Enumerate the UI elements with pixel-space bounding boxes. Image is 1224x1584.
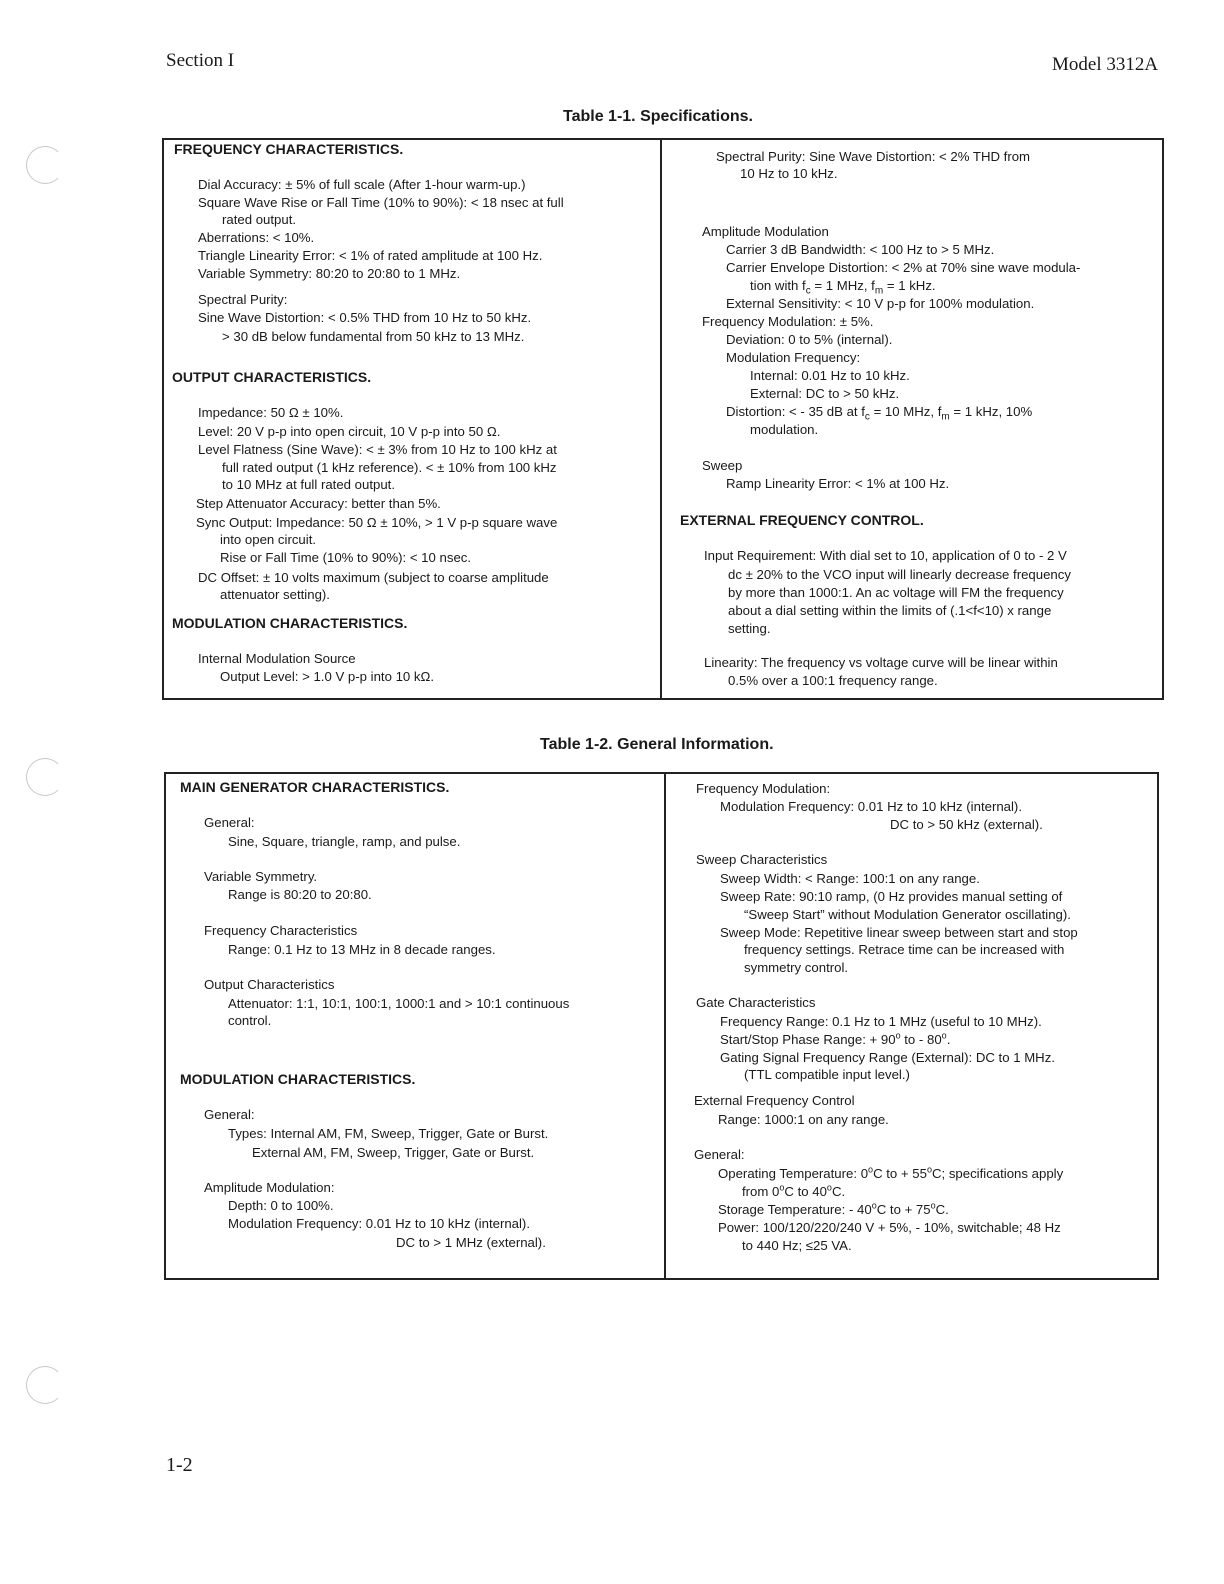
carrier-envelope-distortion: Carrier Envelope Distortion: < 2% at 70% sine wave modula- [726, 260, 1081, 275]
spec-right-column [662, 140, 1164, 698]
triangle-linearity: Triangle Linearity Error: < 1% of rated amplitude at 100 Hz. [198, 248, 543, 263]
distortion: Distortion: < - 35 dB at $f_c = 10$ MHz, $f_m = 1$ kHz, 10% [726, 404, 1033, 423]
input-requirement-cont-2: by more than 1000:1. An ac voltage will FM the frequency [728, 585, 1064, 600]
main-generator-heading: MAIN GENERATOR CHARACTERISTICS. [180, 779, 450, 795]
modulation-internal: Internal: 0.01 Hz to 10 kHz. [750, 368, 910, 383]
start-stop-phase-range: Start/Stop Phase Range: + $90^o$ to - 80$^o$. [720, 1030, 951, 1047]
general-waveforms: Sine, Square, triangle, ramp, and pulse. [228, 834, 461, 849]
distortion-cont: modulation. [750, 422, 819, 437]
sine-wave-distortion: Sine Wave Distortion: < 0.5% THD from 10 Hz to 50 kHz. [198, 310, 532, 325]
sweep-mode-cont: frequency settings. Retrace time can be increased with [744, 942, 1065, 957]
modulation-types-external: External AM, FM, Sweep, Trigger, Gate or Burst. [252, 1145, 535, 1160]
variable-symmetry-label: Variable Symmetry. [204, 869, 318, 884]
operating-temperature-cont: from 0$^o$C to 40$^o$C. [742, 1182, 846, 1199]
section-label: Section I [166, 50, 235, 71]
spec-left-column [164, 140, 660, 698]
dc-offset: DC Offset: ± 10 volts maximum (subject to coarse amplitude [198, 570, 549, 585]
am-modulation-frequency: Modulation Frequency: 0.01 Hz to 10 kHz (internal). [228, 1216, 530, 1231]
table-1-title: Table 1-1. Specifications. [563, 108, 753, 125]
sweep: Sweep [702, 458, 743, 473]
punch-hole-icon [26, 1366, 64, 1404]
power: Power: 100/120/220/240 V + 5%, - 10%, switchable; 48 Hz [718, 1220, 1061, 1235]
table-2-title: Table 1-2. General Information. [540, 736, 774, 753]
dial-accuracy: Dial Accuracy: ± 5% of full scale (After 1-hour warm-up.) [198, 177, 526, 192]
aberrations: Aberrations: < 10%. [198, 230, 315, 245]
internal-modulation-source: Internal Modulation Source [198, 651, 356, 666]
sweep-rate: Sweep Rate: 90:10 ramp, (0 Hz provides manual setting of [720, 889, 1063, 904]
fm-modulation-frequency-external: DC to > 50 kHz (external). [890, 817, 1043, 832]
variable-symmetry-range: Range is 80:20 to 20:80. [228, 887, 372, 902]
input-requirement: Input Requirement: With dial set to 10, application of 0 to - 2 V [704, 548, 1067, 563]
general-left-column [166, 774, 664, 1278]
modulation-characteristics-heading: MODULATION CHARACTERISTICS. [172, 615, 408, 631]
deviation: Deviation: 0 to 5% (internal). [726, 332, 893, 347]
output-level: Output Level: > 1.0 V p-p into 10 kΩ. [220, 669, 435, 684]
model-label: Model 3312A [1052, 54, 1159, 75]
external-frequency-control-heading: EXTERNAL FREQUENCY CONTROL. [680, 512, 924, 528]
sine-wave-distortion-cont: > 30 dB below fundamental from 50 kHz to 13 MHz. [222, 329, 525, 344]
attenuator-cont: control. [228, 1013, 272, 1028]
carrier-bandwidth: Carrier 3 dB Bandwidth: < 100 Hz to > 5 MHz. [726, 242, 995, 257]
gate-frequency-range: Frequency Range: 0.1 Hz to 1 MHz (useful to 10 MHz). [720, 1014, 1042, 1029]
depth: Depth: 0 to 100%. [228, 1198, 334, 1213]
specifications-table [162, 138, 1164, 700]
gating-signal-frequency: Gating Signal Frequency Range (External): DC to 1 MHz. [720, 1050, 1055, 1065]
frequency-characteristics-heading: FREQUENCY CHARACTERISTICS. [174, 141, 404, 157]
amplitude-modulation-label: Amplitude Modulation: [204, 1180, 335, 1195]
fm-modulation-frequency: Modulation Frequency: 0.01 Hz to 10 kHz (internal). [720, 799, 1022, 814]
carrier-envelope-distortion-cont: tion with $f_c = 1$ MHz, $f_m = 1$ kHz. [750, 278, 936, 297]
sweep-rate-cont: “Sweep Start” without Modulation Generator oscillating). [744, 907, 1071, 922]
spectral-purity-sine-cont: 10 Hz to 10 kHz. [740, 166, 838, 181]
general-information-table [164, 772, 1159, 1280]
operating-temperature: Operating Temperature: 0$^o$C to + $55^oC$; specifications apply [718, 1164, 1064, 1181]
gating-signal-frequency-cont: (TTL compatible input level.) [744, 1067, 910, 1082]
sync-output-cont: into open circuit. [220, 532, 317, 547]
modulation-external: External: DC to > 50 kHz. [750, 386, 900, 401]
linearity-cont: 0.5% over a 100:1 frequency range. [728, 673, 938, 688]
variable-symmetry: Variable Symmetry: 80:20 to 20:80 to 1 MHz. [198, 266, 461, 281]
punch-hole-icon [26, 146, 64, 184]
sweep-width: Sweep Width: < Range: 100:1 on any range. [720, 871, 980, 886]
input-requirement-cont-1: dc ± 20% to the VCO input will linearly decrease frequency [728, 567, 1071, 582]
impedance: Impedance: 50 Ω ± 10%. [198, 405, 344, 420]
dc-offset-cont: attenuator setting). [220, 587, 330, 602]
frequency-modulation: Frequency Modulation: ± 5%. [702, 314, 874, 329]
modulation-types: Types: Internal AM, FM, Sweep, Trigger, Gate or Burst. [228, 1126, 549, 1141]
spectral-purity-sine: Spectral Purity: Sine Wave Distortion: < 2% THD from [716, 149, 1031, 164]
punch-hole-icon [26, 758, 64, 796]
page-number: 1-2 [166, 1454, 193, 1476]
sweep-mode-cont-2: symmetry control. [744, 960, 849, 975]
external-frequency-control-label: External Frequency Control [694, 1093, 855, 1108]
frequency-characteristics-label: Frequency Characteristics [204, 923, 358, 938]
frequency-range: Range: 0.1 Hz to 13 MHz in 8 decade ranges. [228, 942, 496, 957]
modulation-general-label: General: [204, 1107, 255, 1122]
level-flatness-cont-2: to 10 MHz at full rated output. [222, 477, 395, 492]
ramp-linearity: Ramp Linearity Error: < 1% at 100 Hz. [726, 476, 950, 491]
level-flatness-cont: full rated output (1 kHz reference). < ± 10% from 100 kHz [222, 460, 557, 475]
frequency-modulation-label: Frequency Modulation: [696, 781, 831, 796]
level-flatness: Level Flatness (Sine Wave): < ± 3% from 10 Hz to 100 kHz at [198, 442, 557, 457]
sync-rise-time: Rise or Fall Time (10% to 90%): < 10 nsec. [220, 550, 472, 565]
storage-temperature: Storage Temperature: - 40$^o$C to + $75^oC$. [718, 1200, 949, 1217]
output-characteristics-label: Output Characteristics [204, 977, 335, 992]
general-right-column [666, 774, 1159, 1278]
general-label: General: [694, 1147, 745, 1162]
sweep-characteristics-label: Sweep Characteristics [696, 852, 828, 867]
linearity: Linearity: The frequency vs voltage curve will be linear within [704, 655, 1058, 670]
modulation-characteristics-heading: MODULATION CHARACTERISTICS. [180, 1071, 416, 1087]
am-modulation-frequency-external: DC to > 1 MHz (external). [396, 1235, 546, 1250]
sync-output: Sync Output: Impedance: 50 Ω ± 10%, > 1 V p-p square wave [196, 515, 558, 530]
attenuator: Attenuator: 1:1, 10:1, 100:1, 1000:1 and > 10:1 continuous [228, 996, 570, 1011]
sweep-mode: Sweep Mode: Repetitive linear sweep between start and stop [720, 925, 1078, 940]
level: Level: 20 V p-p into open circuit, 10 V p-p into 50 Ω. [198, 424, 501, 439]
external-sensitivity: External Sensitivity: < 10 V p-p for 100% modulation. [726, 296, 1035, 311]
general-label: General: [204, 815, 255, 830]
power-cont: to 440 Hz; ≤25 VA. [742, 1238, 852, 1253]
output-characteristics-heading: OUTPUT CHARACTERISTICS. [172, 369, 372, 385]
amplitude-modulation: Amplitude Modulation [702, 224, 829, 239]
modulation-frequency: Modulation Frequency: [726, 350, 861, 365]
gate-characteristics-label: Gate Characteristics [696, 995, 816, 1010]
external-frequency-control-range: Range: 1000:1 on any range. [718, 1112, 889, 1127]
square-wave-rise: Square Wave Rise or Fall Time (10% to 90%): < 18 nsec at full [198, 195, 564, 210]
spectral-purity: Spectral Purity: [198, 292, 288, 307]
square-wave-rise-cont: rated output. [222, 212, 297, 227]
step-attenuator: Step Attenuator Accuracy: better than 5%. [196, 496, 441, 511]
input-requirement-cont-3: about a dial setting within the limits of (.1<f<10) x range [728, 603, 1052, 618]
input-requirement-cont-4: setting. [728, 621, 771, 636]
